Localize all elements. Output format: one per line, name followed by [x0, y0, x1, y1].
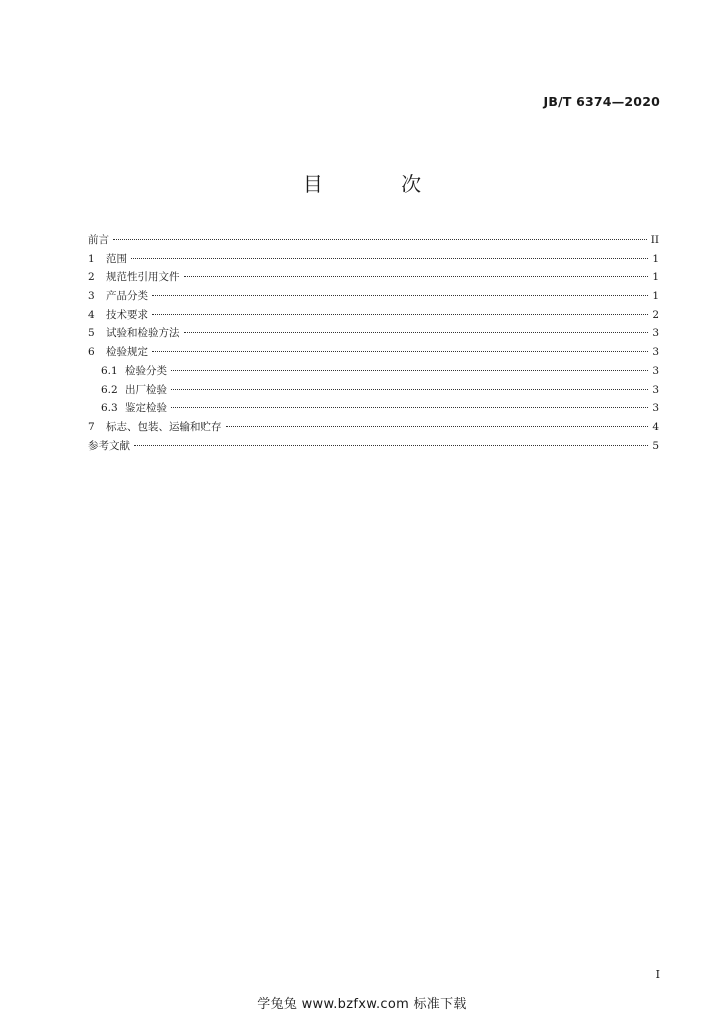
standard-code: JB/T 6374—2020	[543, 94, 660, 109]
toc-entry-label: 标志、包装、运输和贮存	[106, 420, 222, 433]
page-title: 目 次	[302, 172, 458, 196]
toc-entry-page: 5	[652, 439, 659, 452]
toc-entry-number: 6.1	[101, 364, 118, 377]
toc-entry-label: 试验和检验方法	[106, 327, 180, 340]
toc-entry-page: 3	[652, 327, 659, 340]
toc-entry-number: 3	[88, 290, 95, 303]
toc-leader-dots	[226, 425, 649, 427]
toc-leader-dots	[131, 257, 648, 259]
toc-leader-dots	[184, 331, 649, 333]
toc-leader-dots	[134, 444, 648, 446]
table-of-contents	[88, 231, 659, 455]
toc-leader-dots	[152, 294, 648, 296]
toc-entry-label: 检验分类	[125, 364, 167, 377]
toc-entry[interactable]	[88, 437, 659, 456]
toc-entry-number: 7	[88, 420, 95, 433]
toc-entry-page: 2	[652, 308, 659, 321]
toc-leader-dots	[152, 350, 648, 352]
watermark-text: 学兔兔 www.bzfxw.com 标准下载	[257, 997, 467, 1012]
toc-entry[interactable]	[88, 324, 659, 343]
toc-entry-page: 1	[652, 252, 659, 265]
toc-entry-number: 6	[88, 346, 95, 359]
toc-entry-number: 6.3	[101, 402, 118, 415]
toc-leader-dots	[113, 238, 647, 240]
toc-leader-dots	[171, 369, 648, 371]
toc-entry-page: 4	[652, 420, 659, 433]
toc-entry-page: 3	[652, 346, 659, 359]
toc-entry[interactable]	[88, 362, 659, 381]
toc-entry-page: II	[650, 234, 659, 246]
toc-entry-number: 1	[88, 252, 95, 265]
toc-entry-label: 出厂检验	[125, 383, 167, 396]
toc-entry-page: 1	[652, 271, 659, 284]
toc-leader-dots	[171, 406, 648, 408]
toc-entry[interactable]	[88, 399, 659, 418]
toc-entry-label: 参考文献	[88, 439, 130, 452]
toc-entry[interactable]	[88, 343, 659, 362]
toc-entry-label: 技术要求	[106, 308, 148, 321]
toc-leader-dots	[152, 313, 648, 315]
toc-entry-page: 3	[652, 402, 659, 415]
page-number: I	[655, 968, 660, 981]
toc-entry-label: 范围	[106, 252, 127, 265]
toc-entry-number: 5	[88, 327, 95, 340]
toc-leader-dots	[171, 388, 648, 390]
toc-entry[interactable]	[88, 418, 659, 437]
toc-entry[interactable]	[88, 268, 659, 287]
toc-entry-label: 产品分类	[106, 290, 148, 303]
toc-entry-number: 2	[88, 271, 95, 284]
toc-entry[interactable]	[88, 231, 659, 250]
toc-entry-page: 3	[652, 383, 659, 396]
toc-entry-label: 规范性引用文件	[106, 271, 180, 284]
toc-entry[interactable]	[88, 287, 659, 306]
toc-entry-label: 鉴定检验	[125, 402, 167, 415]
toc-entry-number: 6.2	[101, 383, 118, 396]
toc-entry[interactable]	[88, 306, 659, 325]
toc-leader-dots	[184, 275, 649, 277]
toc-entry[interactable]	[88, 250, 659, 269]
toc-entry-number: 4	[88, 308, 95, 321]
toc-entry-label: 前言	[88, 234, 109, 246]
toc-entry-page: 1	[652, 290, 659, 303]
toc-entry-label: 检验规定	[106, 346, 148, 359]
toc-entry[interactable]	[88, 381, 659, 400]
toc-entry-page: 3	[652, 364, 659, 377]
